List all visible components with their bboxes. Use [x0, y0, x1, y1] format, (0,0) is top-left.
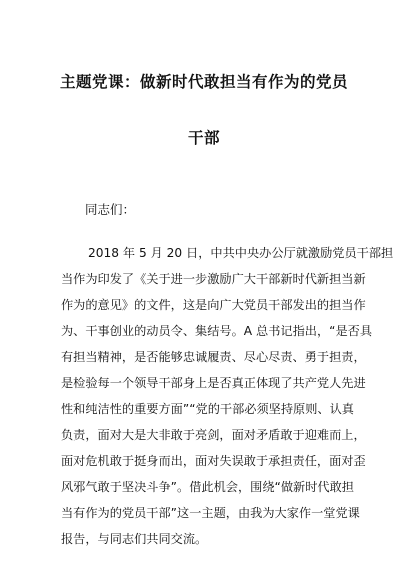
- body-line-6: 是检验每一个领导干部身上是否真正体现了共产党人先进: [61, 376, 366, 390]
- body-line-8: 负责，面对大是大非敢于亮剑，面对矛盾敢于迎难而上，: [61, 428, 366, 442]
- body-line-3: 作为的意见》的文件，这是向广大党员干部发出的担当作: [61, 298, 366, 312]
- body-line-12: 报告，与同志们共同交流。: [61, 532, 208, 546]
- body-line-10: 风邪气敢于坚决斗争”。借此机会，围绕“做新时代敢担: [61, 480, 354, 494]
- document-title-line-2: 干部: [187, 129, 220, 147]
- body-line-11: 当有作为的党员干部”这一主题，由我为大家作一堂党课: [61, 506, 360, 520]
- greeting: 同志们：: [85, 202, 136, 217]
- document-title-line-1: 主题党课：做新时代敢担当有作为的党员: [59, 73, 348, 91]
- body-line-5: 有担当精神，是否能够忠诚履责、尽心尽责、勇于担责，: [61, 350, 366, 364]
- body-line-7: 性和纯洁性的重要方面”“党的干部必须坚持原则、认真: [61, 402, 354, 416]
- body-line-9: 面对危机敢于挺身而出，面对失误敢于承担责任，面对歪: [61, 454, 366, 468]
- body-line-2: 当作为印发了《关于进一步激励广大干部新时代新担当新: [61, 272, 366, 286]
- body-line-4: 为、干事创业的动员令、集结号。A 总书记指出，“是否具: [61, 324, 373, 338]
- body-line-1: 2018 年 5 月 20 日，中共中央办公厅就激励党员干部担: [88, 246, 394, 260]
